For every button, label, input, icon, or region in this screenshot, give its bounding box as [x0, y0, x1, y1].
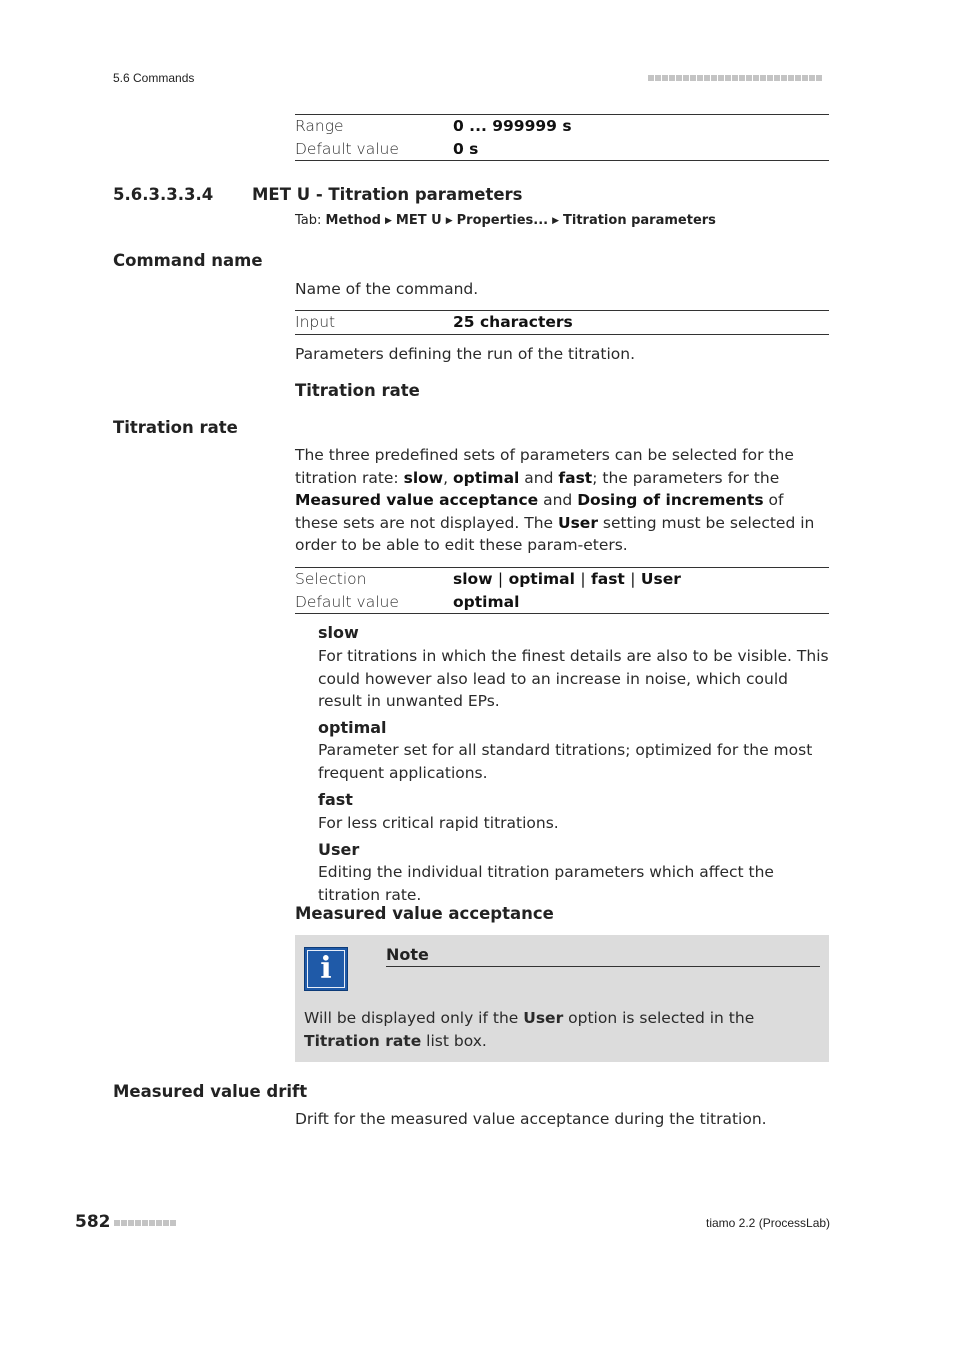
- titration-rate-description: The three predefined sets of parameters can be selected for the titration rate: slow, optimal and fast; the parameters for the Measured value acceptance and Dosing of increments of these sets are not displayed. The User setting must be selected in order to be able to edit these param-eters.: [295, 446, 815, 554]
- section-title: MET U - Titration parameters: [252, 185, 523, 204]
- parameters-description: Parameters defining the run of the titration.: [295, 345, 635, 363]
- measured-value-drift-description: Drift for the measured value acceptance during the titration.: [295, 1110, 767, 1128]
- running-header-section: 5.6 Commands: [113, 71, 195, 85]
- note-title: Note: [386, 945, 820, 967]
- option-title-slow: slow: [318, 623, 359, 642]
- note-box: [295, 935, 829, 1062]
- range-table: [295, 114, 829, 161]
- header-marker-dots: [648, 75, 822, 81]
- section-number: 5.6.3.3.3.4: [113, 185, 214, 204]
- footer-product: tiamo 2.2 (ProcessLab): [706, 1216, 831, 1230]
- table-key: Default value: [295, 592, 399, 611]
- info-icon: i: [304, 947, 348, 991]
- triangle-right-icon: ▶: [445, 216, 453, 226]
- triangle-right-icon: ▶: [552, 216, 559, 226]
- table-row: [295, 138, 829, 161]
- selection-table: [295, 567, 829, 614]
- option-desc-user: Editing the individual titration parameters which affect the titration rate.: [318, 863, 774, 904]
- option-title-optimal: optimal: [318, 718, 387, 737]
- command-name-description: Name of the command.: [295, 280, 479, 298]
- table-value: 0 s: [453, 139, 479, 158]
- option-desc-fast: For less critical rapid titrations.: [318, 814, 559, 832]
- titration-rate-heading: Titration rate: [113, 418, 238, 437]
- option-desc-optimal: Parameter set for all standard titrations; optimized for the most frequent applications.: [318, 741, 813, 782]
- tab-prefix: Tab:: [295, 213, 322, 228]
- tab-path-item: Titration parameters: [563, 213, 716, 228]
- table-key: Selection: [295, 570, 367, 588]
- option-title-user: User: [318, 840, 360, 859]
- option-desc-slow: For titrations in which the finest details are also to be visible. This could however also lead to an increase in noise, which could result in unwanted EPs.: [318, 647, 829, 710]
- table-key: Range: [295, 117, 344, 135]
- input-table: [295, 310, 829, 335]
- footer-marker-dots: [114, 1220, 176, 1226]
- table-value: optimal: [453, 592, 520, 611]
- table-value: 25 characters: [453, 313, 573, 331]
- page-number: 582: [75, 1212, 111, 1232]
- selection-options: slow | optimal | fast | User: [453, 570, 681, 588]
- table-row: [295, 591, 829, 614]
- triangle-right-icon: ▶: [385, 216, 392, 226]
- tab-path-item: Properties...: [456, 213, 549, 228]
- measured-value-drift-heading: Measured value drift: [113, 1082, 308, 1101]
- tab-path-item: Method: [325, 213, 381, 228]
- table-row: [295, 568, 829, 591]
- table-value: 0 ... 999999 s: [453, 117, 572, 135]
- titration-rate-subheading: Titration rate: [295, 381, 420, 400]
- table-row: [295, 115, 829, 138]
- table-key: Default value: [295, 139, 399, 158]
- note-text: Will be displayed only if the User option is selected in the Titration rate list box.: [304, 1009, 755, 1050]
- tab-path-item: MET U: [395, 213, 442, 228]
- command-name-heading: Command name: [113, 251, 263, 270]
- measured-value-acceptance-subheading: Measured value acceptance: [295, 904, 554, 923]
- table-row: [295, 311, 829, 335]
- table-key: Input: [295, 313, 336, 331]
- option-title-fast: fast: [318, 790, 353, 809]
- tab-path: [295, 213, 716, 228]
